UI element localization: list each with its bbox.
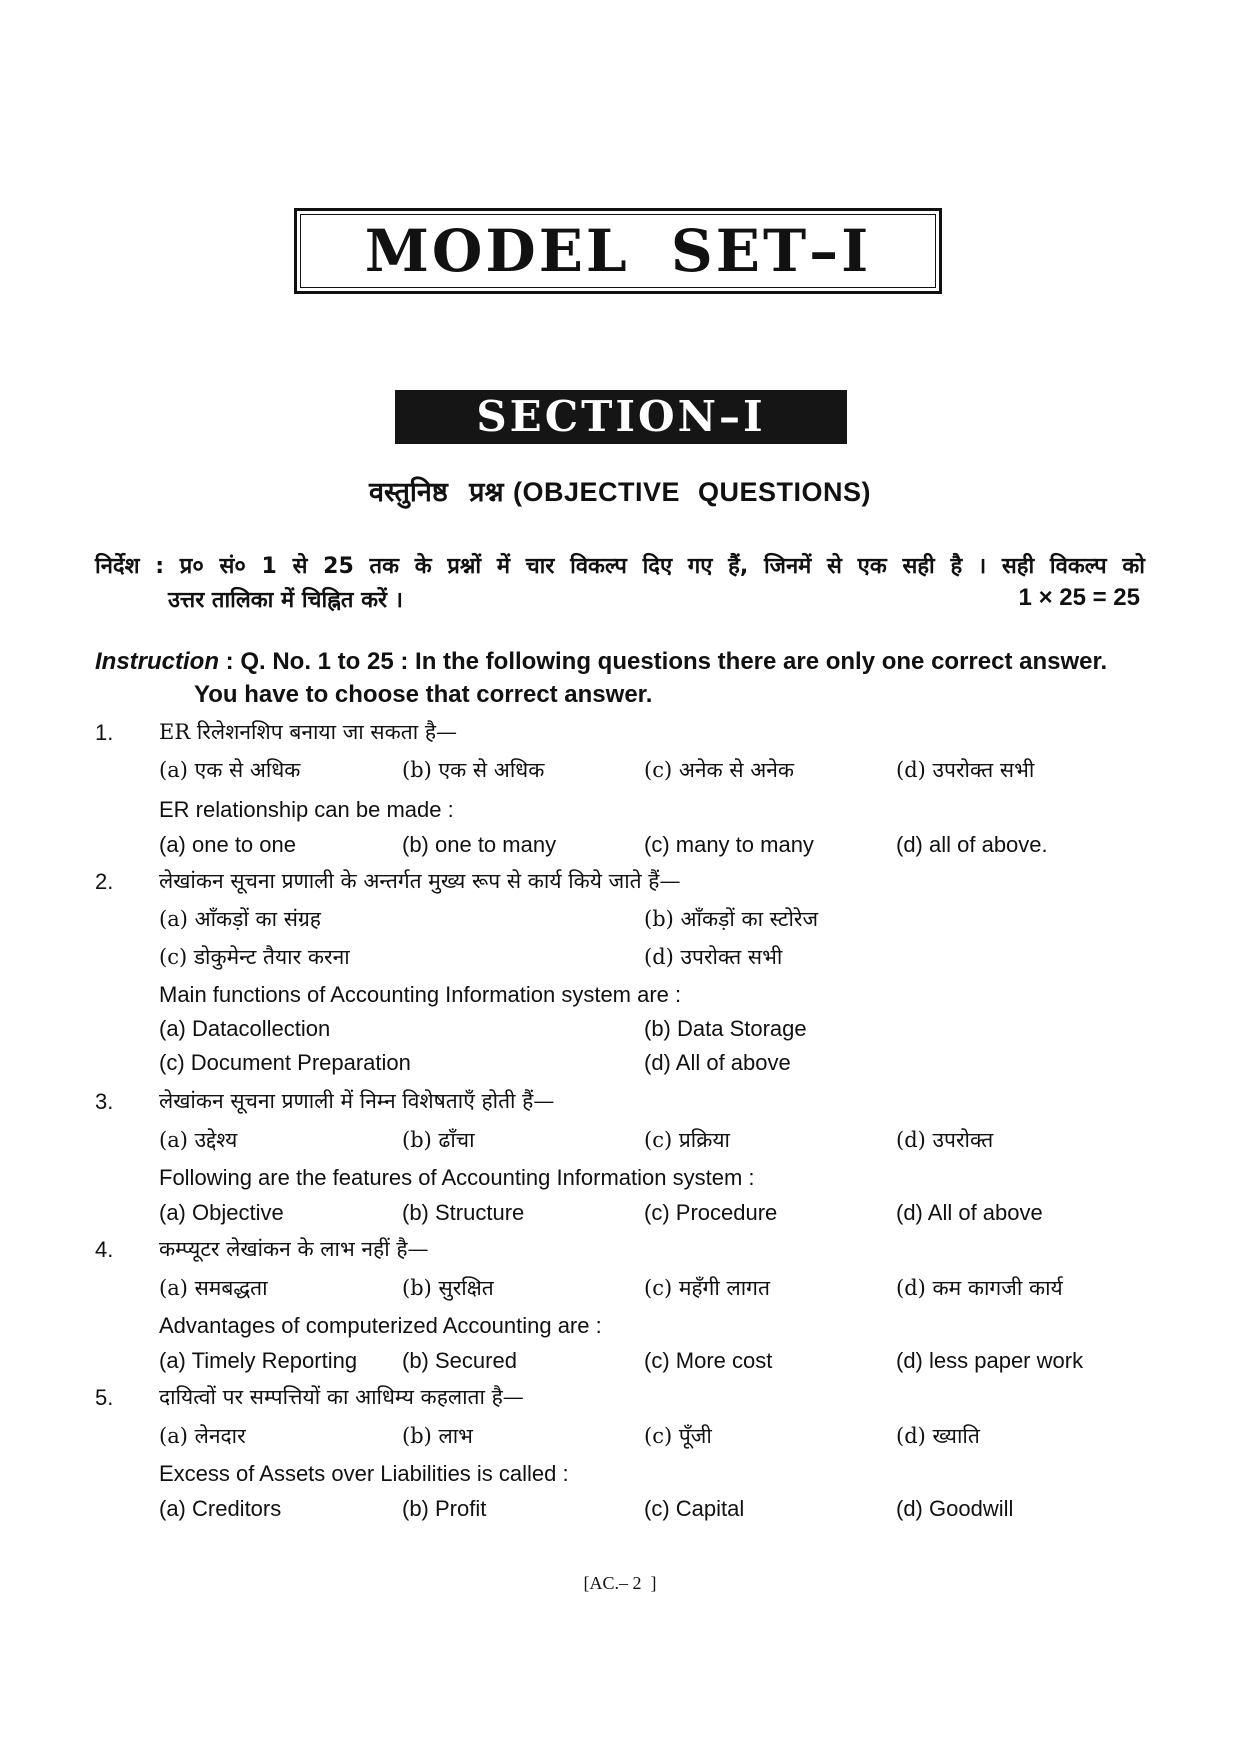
option-hindi: (a) आँकड़ों का संग्रह — [159, 907, 321, 931]
option-hindi: (a) लेनदार — [159, 1424, 246, 1448]
option-english: (b) Secured — [402, 1348, 517, 1373]
question-english: Excess of Assets over Liabilities is called : — [159, 1461, 569, 1486]
question-english: Advantages of computerized Accounting are : — [159, 1313, 602, 1338]
option-english: (b) one to many — [402, 832, 557, 857]
objective-questions-subtitle — [0, 472, 1240, 509]
option-english: (c) Document Preparation — [159, 1050, 411, 1075]
page-footer-code: [AC.– 2 ] — [583, 1573, 657, 1593]
instruction-label: Instruction — [95, 648, 219, 675]
option-hindi: (d) ख्याति — [896, 1424, 980, 1448]
option-english: (d) all of above. — [896, 832, 1048, 857]
option-hindi: (c) पूँजी — [644, 1424, 712, 1448]
question-number: 4. — [95, 1237, 114, 1262]
option-english: (d) All of above — [896, 1200, 1043, 1225]
option-english: (b) Data Storage — [644, 1016, 807, 1041]
option-hindi: (a) उद्देश्य — [159, 1128, 238, 1152]
question-hindi: ER रिलेशनशिप बनाया जा सकता है— — [159, 720, 457, 744]
option-english: (a) Objective — [159, 1200, 284, 1225]
option-hindi: (b) लाभ — [402, 1424, 473, 1448]
option-english: (c) Procedure — [644, 1200, 778, 1225]
option-english: (a) one to one — [159, 832, 296, 857]
option-hindi: (b) सुरक्षित — [402, 1276, 494, 1300]
option-english: (b) Structure — [402, 1200, 525, 1225]
option-english: (a) Timely Reporting — [159, 1348, 358, 1373]
option-hindi: (a) एक से अधिक — [159, 758, 301, 782]
option-english: (a) Datacollection — [159, 1016, 331, 1041]
option-english: (d) All of above — [644, 1050, 791, 1075]
option-hindi: (c) अनेक से अनेक — [644, 758, 795, 782]
directions-hindi-line-2: उत्तर तालिका में चिह्नित करें । — [168, 588, 403, 613]
option-hindi: (b) आँकड़ों का स्टोरेज — [644, 907, 819, 931]
marks-formula: 1 × 25 = 25 — [1018, 584, 1140, 611]
section-title-box — [395, 390, 847, 444]
question-number: 5. — [95, 1385, 114, 1410]
instruction-line-2: You have to choose that correct answer. — [194, 681, 653, 708]
subtitle-english: (OBJECTIVE QUESTIONS) — [513, 477, 872, 507]
question-hindi: लेखांकन सूचना प्रणाली के अन्तर्गत मुख्य रूप से कार्य किये जाते हैं— — [159, 869, 681, 893]
instruction-text: : Q. No. 1 to 25 : In the following questions there are only one correct answer. — [219, 648, 1108, 675]
option-hindi: (c) डोकुमेन्ट तैयार करना — [159, 945, 350, 969]
option-hindi: (c) महँगी लागत — [644, 1276, 770, 1300]
option-hindi: (d) कम कागजी कार्य — [896, 1276, 1063, 1300]
section-title: SECTION–I — [476, 392, 766, 441]
option-hindi: (b) एक से अधिक — [402, 758, 545, 782]
option-hindi: (a) समबद्धता — [159, 1276, 268, 1300]
option-hindi: (d) उपरोक्त सभी — [644, 945, 783, 969]
question-number: 3. — [95, 1089, 114, 1114]
instruction-line-1 — [95, 648, 1107, 676]
model-set-title-box — [294, 208, 942, 294]
question-english: ER relationship can be made : — [159, 797, 454, 822]
option-hindi: (d) उपरोक्त — [896, 1128, 994, 1152]
question-english: Following are the features of Accounting Information system : — [159, 1165, 755, 1190]
option-english: (c) Capital — [644, 1496, 745, 1521]
option-english: (d) Goodwill — [896, 1496, 1014, 1521]
question-number: 1. — [95, 720, 114, 745]
question-number: 2. — [95, 869, 114, 894]
option-english: (d) less paper work — [896, 1348, 1084, 1373]
directions-hindi-line-1: निर्देश : प्र० सं० 1 से 25 तक के प्रश्नों में चार विकल्प दिए गए हैं, जिनमें से एक सही है । सही विकल्प को — [95, 554, 1145, 579]
question-english: Main functions of Accounting Information system are : — [159, 982, 682, 1007]
option-hindi: (d) उपरोक्त सभी — [896, 758, 1035, 782]
question-hindi: कम्प्यूटर लेखांकन के लाभ नहीं है— — [159, 1237, 429, 1261]
question-hindi: लेखांकन सूचना प्रणाली में निम्न विशेषताएँ होती हैं— — [159, 1089, 555, 1113]
option-hindi: (c) प्रक्रिया — [644, 1128, 730, 1152]
option-english: (a) Creditors — [159, 1496, 282, 1521]
model-set-title: MODEL SET–I — [364, 217, 872, 285]
option-english: (b) Profit — [402, 1496, 487, 1521]
option-english: (c) More cost — [644, 1348, 773, 1373]
subtitle-hindi: वस्तुनिष्ठ प्रश्न — [368, 477, 504, 508]
option-hindi: (b) ढाँचा — [402, 1128, 475, 1152]
option-english: (c) many to many — [644, 832, 814, 857]
question-hindi: दायित्वों पर सम्पत्तियों का आधिम्य कहलाता है— — [159, 1385, 524, 1409]
